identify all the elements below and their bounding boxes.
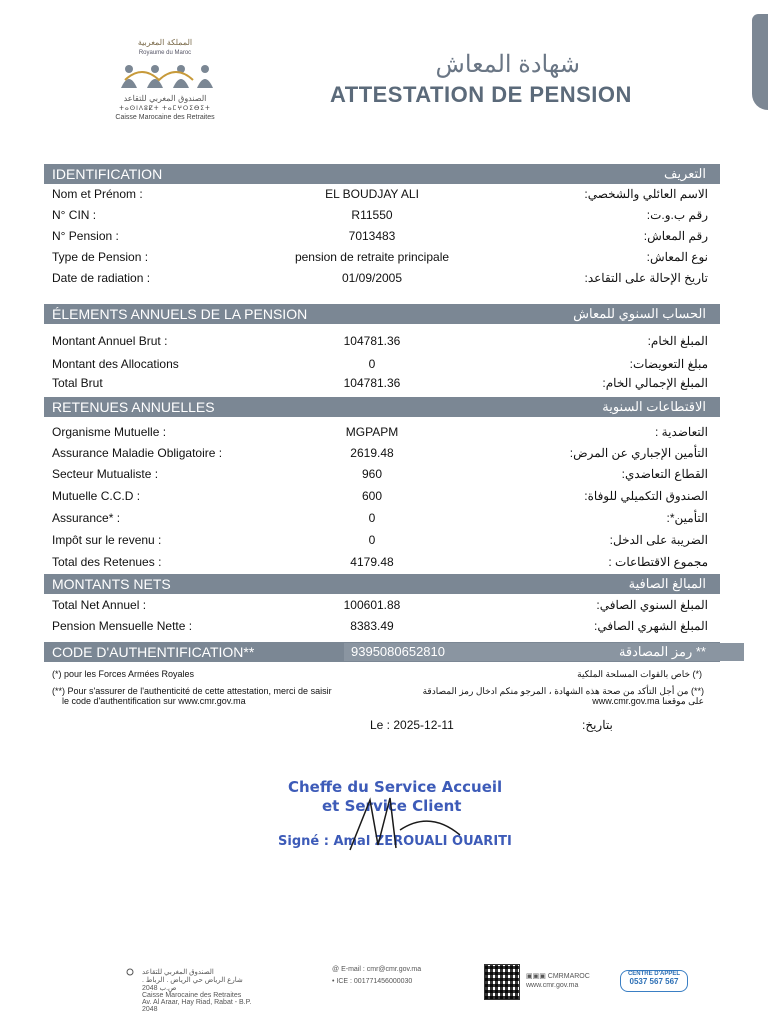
row-label-ar: تاريخ الإحالة على التقاعد: [584, 271, 708, 285]
row-label-ar: المبلغ الخام: [647, 334, 708, 348]
row-label: Total des Retenues : [52, 555, 162, 569]
info-row [52, 187, 708, 207]
note-auth-ar-1: (**) من أجل التأكد من صحة هذه الشهادة ، المرجو منكم ادخال رمز المصادقة [422, 686, 704, 696]
row-label-ar: المبلغ الشهري الصافي: [594, 619, 708, 633]
row-value: EL BOUDJAY ALI [325, 187, 419, 201]
section-title-fr: MONTANTS NETS [52, 576, 171, 592]
row-label: Montant Annuel Brut : [52, 334, 168, 348]
footer-social [526, 972, 590, 980]
location-icon [126, 968, 134, 976]
row-label-ar: التعاضدية : [655, 425, 708, 439]
row-label: Assurance Maladie Obligatoire : [52, 446, 223, 460]
row-label-ar: الضريبة على الدخل: [609, 533, 708, 547]
footer-email [332, 966, 421, 973]
title-arabic: شهادة المعاش [435, 51, 580, 78]
row-label: Impôt sur le revenu : [52, 533, 162, 547]
section-bar-retenues [44, 397, 720, 417]
row-label: Organisme Mutuelle : [52, 425, 167, 439]
row-label-ar: رقم ب.و.ت: [646, 208, 708, 222]
row-label-ar: مبلغ التعويضات: [629, 357, 708, 371]
page-corner-tab [752, 14, 768, 110]
info-row [52, 467, 708, 487]
social-icons: ▣▣▣ [526, 973, 548, 980]
row-value: 01/09/2005 [341, 271, 403, 285]
logo [100, 38, 230, 128]
note-auth-fr-2: le code d'authentification sur www.cmr.gov.ma [62, 696, 246, 706]
row-label-ar: التأمين الإجباري عن المرض: [569, 446, 708, 460]
date-fr: Le : 2025-12-11 [370, 718, 454, 732]
section-bar-identification [44, 164, 720, 184]
row-value: 0 [368, 357, 376, 371]
row-value: MGPAPM [345, 425, 399, 439]
logo-arabic-text: المملكة المغربية [137, 38, 193, 47]
info-row [52, 489, 708, 509]
footer-social-text: CMRMAROC [547, 973, 590, 980]
info-row [52, 250, 708, 270]
call-center-phone: 0537 567 567 [629, 977, 679, 986]
section-title-fr: RETENUES ANNUELLES [52, 399, 215, 415]
info-row [52, 271, 708, 291]
row-value: 2619.48 [350, 446, 394, 460]
row-label: Total Brut [52, 376, 103, 390]
row-label: Secteur Mutualiste : [52, 467, 159, 481]
info-row [52, 619, 708, 639]
row-value: 104781.36 [343, 334, 401, 348]
info-row [52, 229, 708, 249]
row-label: Type de Pension : [52, 250, 149, 264]
auth-code: 9395080652810 [351, 644, 445, 659]
row-label: Assurance* : [52, 511, 121, 525]
row-label: Montant des Allocations [52, 357, 179, 371]
section-title-ar: التعريف [663, 166, 706, 181]
footer-addr-ar1: الصندوق المغربي للتقاعد [142, 969, 214, 976]
info-row [52, 357, 708, 377]
logo-org-tifinagh: ⵜⴰⵙⵏⴷⵓⵇⵜ ⵜⴰⵎⵖⵔⵉⴱⵉⵜ [119, 106, 211, 112]
row-value: 4179.48 [350, 555, 394, 569]
title-french: ATTESTATION DE PENSION [330, 82, 632, 107]
footer-ice [332, 978, 412, 985]
row-value: 8383.49 [350, 619, 394, 633]
row-value: 104781.36 [343, 376, 401, 390]
qr-code-icon [484, 964, 520, 1000]
footer-addr-fr2: Av. Al Araar, Hay Riad, Rabat - B.P. 2048 [142, 999, 252, 1013]
info-row [52, 208, 708, 228]
signature-title-line1: Cheffe du Service Accueil [288, 778, 503, 796]
row-label: N° CIN : [52, 208, 97, 222]
footer-address [128, 968, 258, 1013]
footer-ice-text: ICE : 001771456000030 [336, 978, 413, 985]
section-title-fr: ÉLEMENTS ANNUELS DE LA PENSION [52, 306, 308, 322]
row-value: 0 [368, 533, 376, 547]
footer-addr-ar2: شارع الرياض حي الرياض . الرباط . ص.ب 2048 [142, 977, 243, 992]
section-bar-nets [44, 574, 720, 594]
row-value: 960 [361, 467, 383, 481]
row-label: Mutuelle C.C.D : [52, 489, 141, 503]
logo-org-arabic: الصندوق المغربي للتقاعد [123, 94, 207, 103]
info-row [52, 376, 708, 396]
note-auth-fr-1: (**) Pour s'assurer de l'authenticité de cette attestation, merci de saisir [52, 686, 332, 696]
call-center-badge [620, 970, 688, 992]
section-bar-auth [44, 642, 720, 662]
info-row [52, 533, 708, 553]
section-title-fr: IDENTIFICATION [52, 166, 163, 182]
signature-title-line2: et Service Client [322, 797, 462, 815]
bullet-icon: • [332, 978, 337, 985]
logo-kingdom-text: Royaume du Maroc [138, 50, 192, 56]
row-label-ar: المبلغ الإجمالي الخام: [602, 376, 708, 390]
cmr-logo-icon [115, 60, 215, 90]
row-label-ar: مجموع الاقتطاعات : [608, 555, 708, 569]
section-title-ar: الاقتطاعات السنوية [602, 399, 706, 414]
info-row [52, 511, 708, 531]
info-row [52, 446, 708, 466]
row-value: 100601.88 [343, 598, 401, 612]
row-label-ar: التأمين*: [666, 511, 708, 525]
row-label: Date de radiation : [52, 271, 151, 285]
row-value: 0 [368, 511, 376, 525]
call-center-label: CENTRE D'APPEL [627, 971, 681, 977]
info-row [52, 598, 708, 618]
section-title-ar: الحساب السنوي للمعاش [573, 306, 706, 321]
section-title-ar: رمز المصادقة ** [618, 644, 706, 659]
row-label: Nom et Prénom : [52, 187, 143, 201]
email-icon: @ [332, 966, 342, 973]
row-label-ar: الصندوق التكميلي للوفاة: [584, 489, 708, 503]
info-row [52, 425, 708, 445]
note-forces-ar: (*) خاص بالقوات المسلحة الملكية [577, 669, 702, 679]
note-forces-fr: (*) pour les Forces Armées Royales [52, 669, 195, 679]
logo-org-french: Caisse Marocaine des Retraites [115, 114, 215, 121]
row-label: Pension Mensuelle Nette : [52, 619, 193, 633]
row-label: Total Net Annuel : [52, 598, 147, 612]
row-label-ar: الاسم العائلي والشخصي: [584, 187, 708, 201]
row-value: 7013483 [348, 229, 396, 243]
info-row [52, 555, 708, 575]
row-label-ar: القطاع التعاضدي: [621, 467, 708, 481]
row-label-ar: نوع المعاش: [646, 250, 708, 264]
note-auth-ar-2: على موقعنا www.cmr.gov.ma [592, 696, 704, 706]
section-title-ar: المبالغ الصافية [628, 576, 706, 591]
section-title-fr: CODE D'AUTHENTIFICATION** [52, 644, 255, 660]
row-label: N° Pension : [52, 229, 119, 243]
row-label-ar: رقم المعاش: [643, 229, 708, 243]
row-value: 600 [361, 489, 383, 503]
handwritten-signature-icon [330, 790, 480, 860]
row-value: R11550 [351, 208, 393, 222]
footer-web[interactable]: www.cmr.gov.ma [526, 982, 579, 989]
footer-addr-fr1: Caisse Marocaine des Retraites [142, 992, 242, 999]
info-row [52, 334, 708, 354]
row-label-ar: المبلغ السنوي الصافي: [596, 598, 708, 612]
footer-email-text: E-mail : cmr@cmr.gov.ma [341, 966, 422, 973]
section-bar-elements [44, 304, 720, 324]
signature-name: Signé : Amal ZEROUALI OUARITI [278, 834, 512, 849]
row-value: pension de retraite principale [294, 250, 450, 264]
date-ar-label: بتاريخ: [582, 718, 613, 732]
